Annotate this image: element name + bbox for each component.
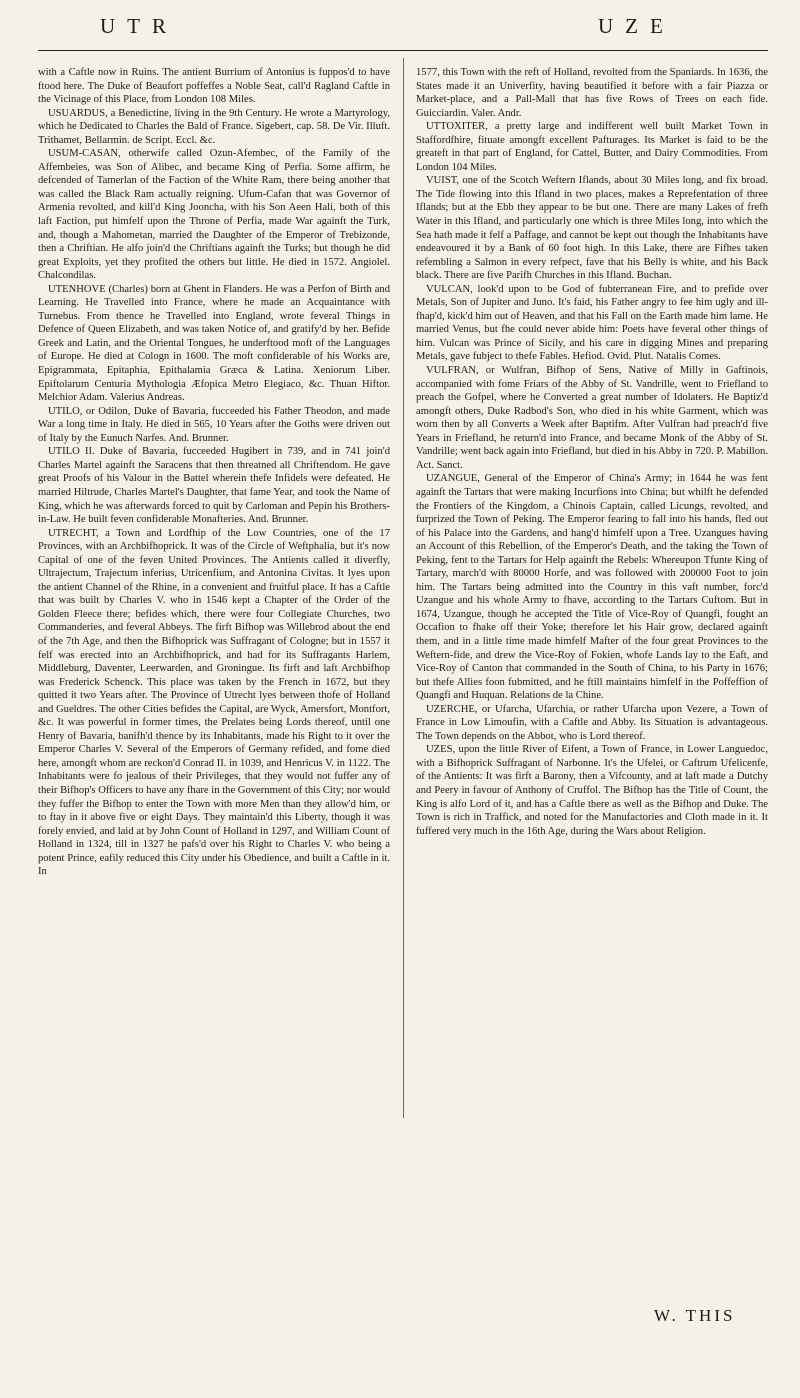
column-divider	[403, 58, 404, 1118]
running-head-left: UTR	[100, 14, 178, 38]
entry-uzerche: UZERCHE, or Ufarcha, Ufarchia, or rather Ufarcha upon Vezere, a Town of France in Low Limoufin, with a Caftle and Abby. Its Situation is advantageous. The Town depends on the Abbot, who is Lord thereof.	[416, 703, 768, 742]
running-head	[38, 14, 768, 44]
entry-uzangue: UZANGUE, General of the Emperor of China's Army; in 1644 he was fent againft the Tartars that were making Incurfions into China; but whilft he defended the Frontiers of the Kingdom, a Chinois Captain, called Licungs, revolted, and furprized the Town of Peking. The Emperor fearing to fall into his hands, fled out of his Palace into the Gardens, and hang'd himfelf upon a Tree. Uzangues having an Account of this Rebellion, of the Emperor's Death, and the taking the Town of Peking, fent to the Tartars for Help againft the Rebels: Whereupon Tfunte King of Tartary, march'd with 80000 Horfe, and was followed with 200000 Foot to join him. The Tartars being admitted into the Country in this vaft number, forc'd Uzangue and his whole Army to fhave, according to the Tartars Cuftom. But in 1674, Uzangue, though he accepted the Title of Vice-Roy of Quangfi, fought an Occafion to fhake off their Yoke; therefore let his Hair grow, declared againft them, and in a little time made himfelf Mafter of the four great Provinces to the Weftern-fide, and drew the Vice-Roy of Fokien, whofe Lands lay to the Eaft, and Vice-Roy of Canton that commanded in the South of China, to his Party in 1676; but thefe Allies foon fubmitted, and he ftill maintains himfelf in the Poffeffion of Quangfi and Huquan. Relations de la Chine.	[416, 473, 768, 702]
entry-utrecht: UTRECHT, a Town and Lordfhip of the Low Countries, one of the 17 Provinces, with an Archbifhoprick. It was of the Circle of Weftphalia, but it's now Capital of one of the feven United Provinces. The Antients called it diverfly, Ultrajectum, Trajectum inferius, Utricenfium, and Antonina Civitas. It lyes upon the antient Channel of the Rhine, in a convenient and fruitful place. It has a Caftle that was built by Charles V. who in 1546 kept a Chapter of the Order of the Golden Fleece there; befides which, there were four Collegiate Churches, two Commanderies, and feveral Abbeys. The firft Bifhop was Willebrod about the end of the 7th Age, and then the Bifhoprick was Suffragant of Cologne; but in 1557 it felf was erected into an Archbifhoprick, and had for its Suffragants Harlem, Middleburg, Daventer, Leerwarden, and Groningue. Its firft and laft Archbifhop was Frederick Schenck. This place was taken by the French in 1672, but they quitted it two Years after. The Province of Utrecht lyes between thofe of Holland and Gueldres. The other Cities befides the Capital, are Wyck, Amersfort, Montfort, &c. It was powerful in former times, the Prelates being Lords thereof, until one Henry of Bavaria, banifh'd thence by its Inhabitants, made his Right to it over the Emperor Charles V. Several of the Emperors of Germany refided, and fome died here, amongft whom are reckon'd Conrad II. in 1039, and Henricus V. in 1122. The Inhabitants were fo jealous of their Privileges, that they would not fuffer any of their Bifhop's Officers to have any fhare in the Government of this City; nor would they fuffer the Bifhop to enter the Town with more Men than they allow'd him, or to ftay in it above five or eight Days. They maintain'd this Liberty, though it was forely envied, and laid at by John Count of Holland in 1297, and William Count of Holland in 1324, till in 1327 he pafs'd over his Right to Charles V. who being a potent Prince, eafily reduced this City under his Obedience, and built a Caftle in it. In	[38, 527, 390, 878]
dictionary-page	[38, 0, 768, 1398]
entry-utrecht-continuation: 1577, this Town with the reft of Holland, revolted from the Spaniards. In 1636, the States made it an Univerfity, having beautified it before with a fair Piazza or Market-place, and a Pall-Mall that has five Rows of Trees on each fide. Guicciardin. Valer. Andr.	[416, 67, 768, 119]
entry-uttoxiter: UTTOXITER, a pretty large and indifferent well built Market Town in Staffordfhire, fituate amongft excellent Pafturages. Its Market is faid to be the greateft in that part of England, for Cattel, Butter, and Dairy Commodities. From London 104 Miles.	[416, 121, 768, 173]
entry-vulfran: VULFRAN, or Wulfran, Bifhop of Sens, Native of Milly in Gaftinois, accompanied with fome Friars of the Abby of St. Vandrille, went to Friefland to preach the Gofpel, where he Converted a great number of Idolaters. He Baptiz'd amongft others, Duke Radbod's Son, who died in his white Garment, which was worn then by all Converts a Week after Baptifm. After Vulfran had preach'd five Years in Friefland, he return'd into France, and became Monk of the Abby of St. Vandrille; went back again into Friefland, but died in his Abby in 720. P. Mabillon. Act. Sanct.	[416, 365, 768, 471]
entry-vulcan: VULCAN, look'd upon to be God of fubterranean Fire, and to prefide over Metals, Son of Jupiter and Juno. It's faid, his Father angry to fee him ugly and ill-fhap'd, kick'd him out of Heaven, and that his Fall on the Earth made him lame. He married Venus, but fhe could never abide him: Poets have feveral other things of him. Vulcan was Prince of Sicily, and his care in digging Mines and preparing Metals, gave fubject to thefe Fables. Hefiod. Ovid. Plut. Natalis Comes.	[416, 283, 768, 363]
entry-utilo: UTILO, or Odilon, Duke of Bavaria, fucceeded his Father Theodon, and made War a long time in Italy. He died in 565, 10 Years after the Goths were driven out of Italy by the Eunuch Narfes. And. Brunner.	[38, 405, 390, 444]
right-column	[416, 66, 768, 838]
entry-uzes: UZES, upon the little River of Eifent, a Town of France, in Lower Languedoc, with a Bifhoprick Suffragant of Narbonne. It's the Ufelei, or Caftrum Ufelicenfe, of the Antients: It was firft a Barony, then a Vifcounty, and at laft made a Dutchy and Peery in favour of Anthony of Cruffol. The Bifhop has the Title of Count, the King is alfo Lord of it, and has a Caftle there as well as the Bifhop and Duke. The Town is rich in Traffick, and noted for the Manufactories and Cloth made in it. It fuffered very much in the 16th Age, during the Wars about Religion.	[416, 744, 768, 837]
entry-burrium-continuation: with a Caftle now in Ruins. The antient Burrium of Antonius is fuppos'd to have ftood here. The Duke of Beaufort poffeffes a Noble Seat, call'd Ragland Caftle in the Vicinage of this Place, from London 108 Miles.	[38, 67, 390, 106]
catchword: W. THIS	[654, 1306, 736, 1325]
entry-usuardus: USUARDUS, a Benedictine, living in the 9th Century. He wrote a Martyrology, which he Dedicated to Charles the Bald of France. Sigebert, cap. 58. De Vir. Illuft. Trithamet, Bellarmin. de Script. Eccl. &c.	[38, 107, 390, 146]
entry-utenhove: UTENHOVE (Charles) born at Ghent in Flanders. He was a Perfon of Birth and Learning. He Travelled into France, where he made an Acquaintance with Turnebus. From thence he Travelled into England, wrote feveral Things in Defence of Queen Elizabeth, and was taken Notice of, and gratify'd by her. Befide Greek and Latin, and the Oriental Tongues, he underftood moft of the Languages of Europe. He died at Cologn in 1600. The moft confiderable of his Works are, Epigrammata, Epitaphia, Epithalamia Græca & Latina. Xeniorum Liber. Epiftolarum Centuria Mythologia Æfopica Metro Elegiaco, &c. Thuan Hiftor. Melchior Adam. Valerius Andreas.	[38, 283, 390, 404]
running-head-right: UZE	[598, 14, 675, 38]
header-rule	[38, 50, 768, 51]
entry-vuist: VUIST, one of the Scotch Weftern Iflands, about 30 Miles long, and fix broad. The Tide flowing into this Ifland in two places, makes a Reprefentation of three Iflands; but at the Ebb they appear to be but one. There are many Lakes of frefh Water in this Ifland, and particularly one which is three Miles long, into which the Sea hath made it felf a Paffage, and cannot be kept out though the Inhabitants have endeavoured it by a Bank of 60 foot high. In this Lake, there are Fifhes taken refembling a Salmon in every refpect, fave that his Belly is white, and his Back black. There are five Parifh Churches in this Ifland. Buchan.	[416, 175, 768, 282]
entry-utilo-ii: UTILO II. Duke of Bavaria, fucceeded Hugibert in 739, and in 741 join'd Charles Martel againft the Saracens that then threatned all Chriftendom. He gave great Proofs of his Valour in the Battel wherein thefe Infidels were defeated. He married Hiltrude, Charles Martel's Daughter, that fame Year, and took the Name of King, which he was afterwards forced to quit by Carloman and Pepin his Brothers-in-Law. He built feven confiderable Monafteries. And. Brunner.	[38, 446, 390, 526]
entry-usum-casan: USUM-CASAN, otherwife called Ozun-Afembec, of the Family of the Affembeies, was Son of Alibec, and became King of Perfia. Some affirm, he defcended of Tamerlan of the Faction of the White Ram, there being another that was called the Black Ram actually reigning. Ufum-Cafan that was Governor of Armenia revolted, and kill'd King Jooncha, with his Son Aeen Hali, both of this laft Faction, put himfelf upon the Throne of Perfia, made War againft the Turk, and, though a Mahometan, married the Daughter of the Emperor of Trebizonde, then a Chriftian. He alfo join'd the Chriftians againft the Turks; but though he did great Exploits, yet they profited the others but little. He died in 1572. Angiolel. Chalcondilas.	[38, 148, 390, 282]
left-column	[38, 66, 390, 879]
